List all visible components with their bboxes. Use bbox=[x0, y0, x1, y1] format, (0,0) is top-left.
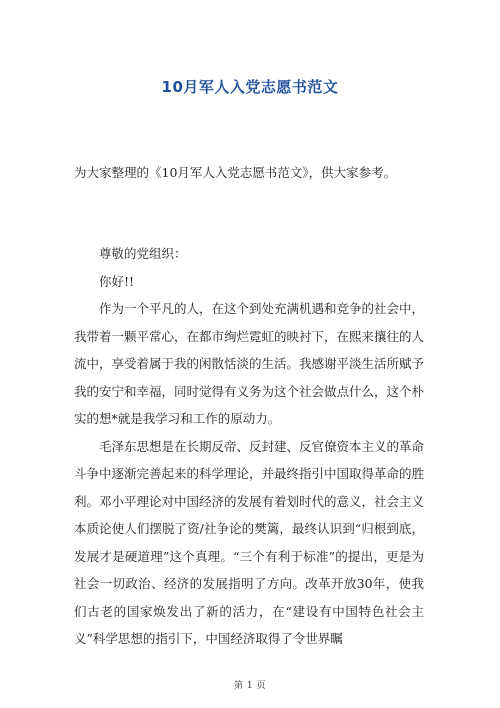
letter-body bbox=[74, 240, 424, 653]
page-number: 第 1 页 bbox=[234, 681, 266, 691]
document-title: 10月军人入党志愿书范文 bbox=[161, 78, 339, 96]
intro-text: 为大家整理的《10月军人入党志愿书范文》，供大家参考。 bbox=[74, 165, 397, 180]
paragraph-2: 毛泽东思想是在长期反帝、反封建、反官僚资本主义的革命斗争中逐渐完善起来的科学理论，并最终指引中国取得革命的胜利。邓小平理论对中国经济的发展有着划时代的意义，社会主义本质论使人们摆脱了资/社争论的樊篱，最终认识到“归根到底，发展才是硬道理”这个真理。“三个有利于标准”的提出，更是为社会一切政治、经济的发展指明了方向。改革开放30年，使我们古老的国家焕发出了新的活力，在“建设有中国特色社会主义”科学思想的指引下，中国经济取得了令世界瞩 bbox=[74, 438, 425, 646]
salutation: 尊敬的党组织： bbox=[99, 246, 187, 261]
greeting: 你好!! bbox=[99, 273, 135, 289]
paragraph-1: 作为一个平凡的人，在这个到处充满机遇和竞争的社会中，我带着一颗平常心，在都市绚烂霓虹的映衬下，在熙来攘往的人流中，享受着属于我的闲散恬淡的生活。我感谢平淡生活所赋予我的安宁和幸福，同时觉得有义务为这个社会做点什么，这个朴实的想*就是我学习和工作的原动力。 bbox=[74, 301, 425, 426]
